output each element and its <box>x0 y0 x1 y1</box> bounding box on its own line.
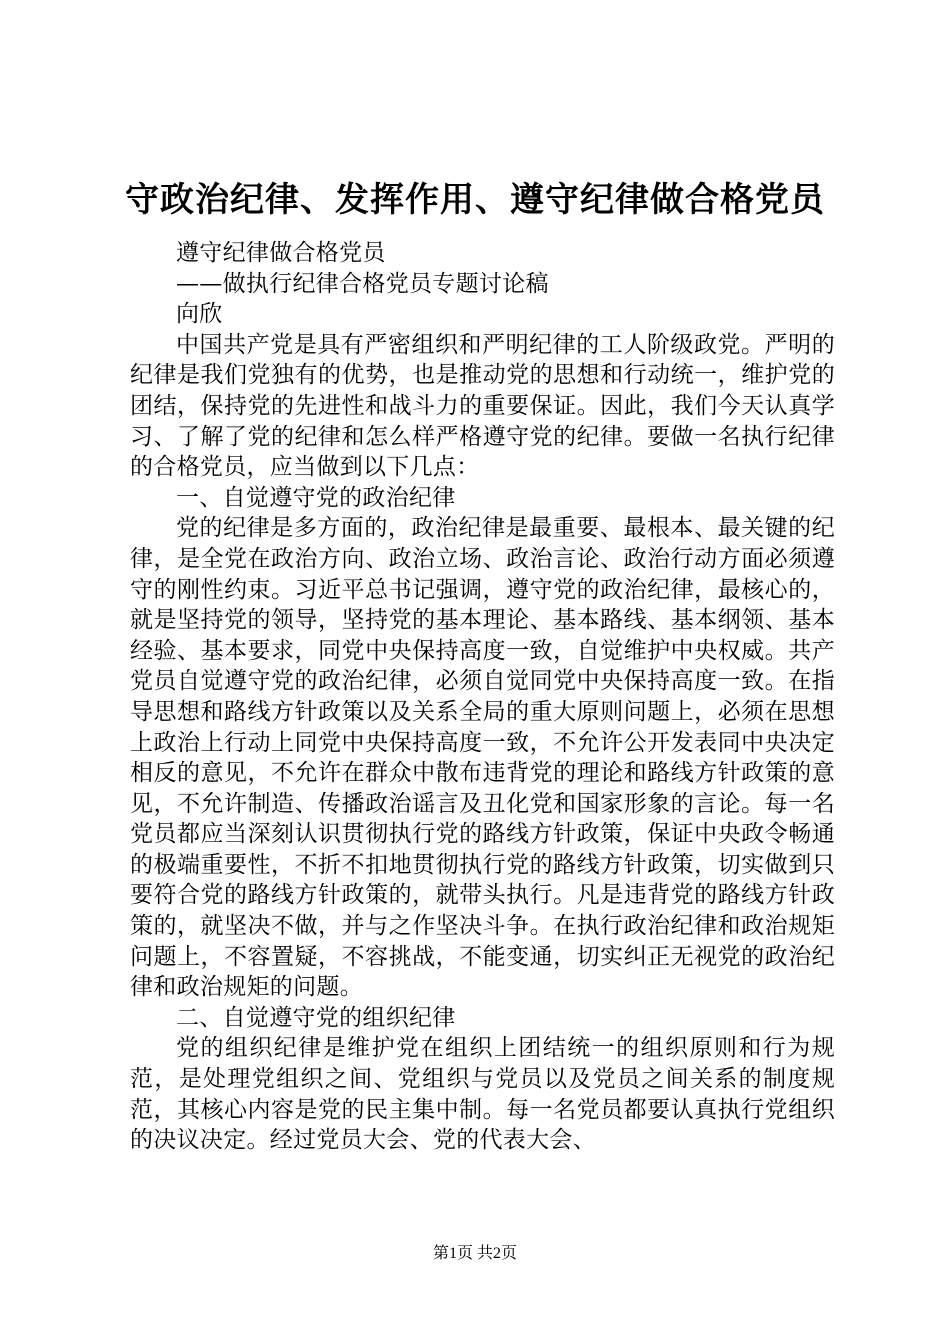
paragraph-intro: 中国共产党是具有严密组织和严明纪律的工人阶级政党。严明的纪律是我们党独有的优势，也是推动党的思想和行动统一，维护党的团结，保持党的先进性和战斗力的重要保证。因此，我们今天认真学习、了解了党的纪律和怎么样严格遵守党的纪律。要做一名执行纪律的合格党员，应当做到以下几点： <box>130 331 835 481</box>
page-number-footer: 第1页 共2页 <box>432 1245 517 1262</box>
paragraph-political-discipline: 党的纪律是多方面的，政治纪律是最重要、最根本、最关键的纪律，是全党在政治方向、政治立场、政治言论、政治行动方面必须遵守的刚性约束。习近平总书记强调，遵守党的政治纪律，最核心的，就是坚持党的领导，坚持党的基本理论、基本路线、基本纲领、基本经验、基本要求，同党中央保持高度一致，自觉维护中央权威。共产党员自觉遵守党的政治纪律，必须自觉同党中央保持高度一致。在指导思想和路线方针政策以及关系全局的重大原则问题上，必须在思想上政治上行动上同党中央保持高度一致，不允许公开发表同中央决定相反的意见，不允许在群众中散布违背党的理论和路线方针政策的意见，不允许制造、传播政治谣言及丑化党和国家形象的言论。每一名党员都应当深刻认识贯彻执行党的路线方针政策，保证中央政令畅通的极端重要性，不折不扣地贯彻执行党的路线方针政策，切实做到只要符合党的路线方针政策的，就带头执行。凡是违背党的路线方针政策的，就坚决不做，并与之作坚决斗争。在执行政治纪律和政治规矩问题上，不容置疑，不容挑战，不能变通，切实纠正无视党的政治纪律和政治规矩的问题。 <box>130 515 835 1001</box>
section-heading-1: 一、自觉遵守党的政治纪律 <box>176 484 456 511</box>
section-heading-2: 二、自觉遵守党的组织纪律 <box>176 1004 456 1031</box>
document-body <box>130 238 835 1156</box>
document-sub-subtitle: ——做执行纪律合格党员专题讨论稿 <box>176 270 549 297</box>
document-title: 守政治纪律、发挥作用、遵守纪律做合格党员 <box>125 180 825 220</box>
document-author: 向欣 <box>176 301 223 328</box>
document-subtitle: 遵守纪律做合格党员 <box>176 240 386 266</box>
paragraph-organizational-discipline: 党的组织纪律是维护党在组织上团结统一的组织原则和行为规范，是处理党组织之间、党组织与党员以及党员之间关系的制度规范，其核心内容是党的民主集中制。每一名党员都要认真执行党组织的决议决定。经过党员大会、党的代表大会、 <box>130 1035 835 1154</box>
